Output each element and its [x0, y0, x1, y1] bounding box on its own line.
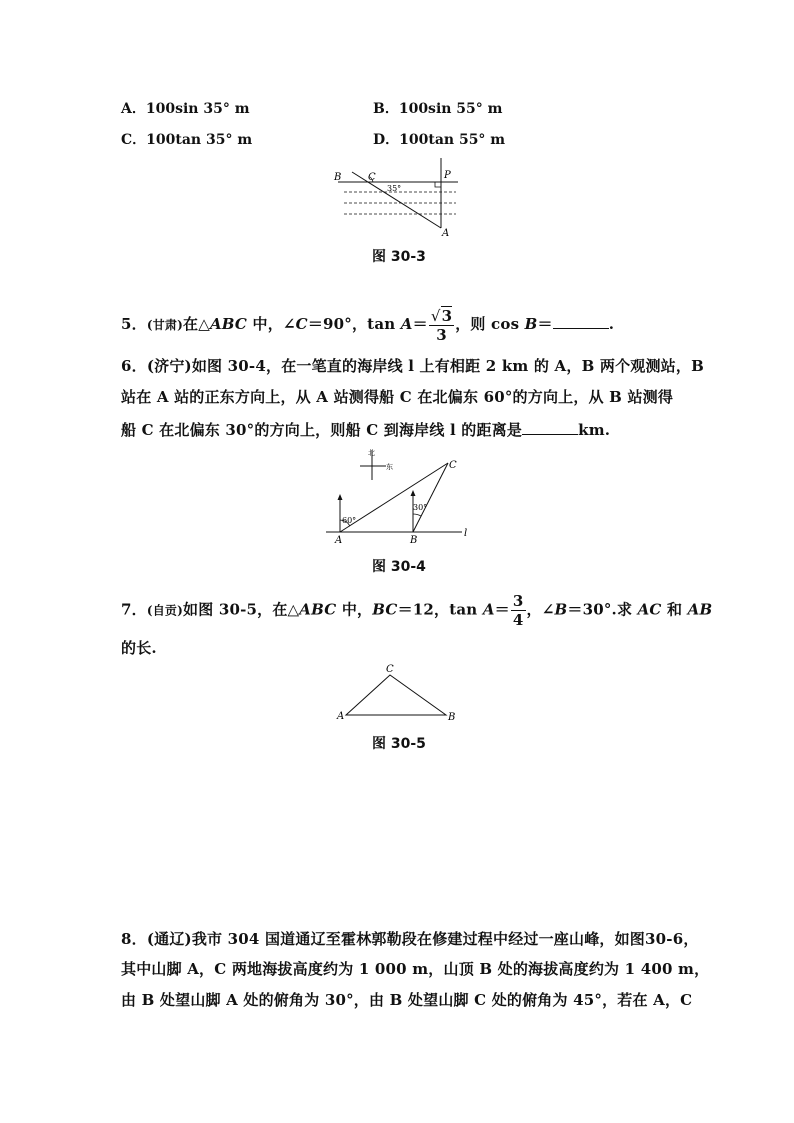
fig5-label-b: B	[448, 712, 456, 723]
figure-30-5	[334, 662, 464, 724]
q5-end: .	[608, 315, 615, 333]
q5-answer-blank[interactable]	[553, 316, 609, 329]
q7-text: 如图 30-5，在△	[183, 600, 300, 619]
q7-eq: ＝	[494, 600, 510, 619]
q7-text: ＝12，tan	[397, 600, 483, 619]
q7-frac-numerator: 3	[512, 592, 524, 610]
q5-var-c: C	[295, 315, 308, 333]
q8-line-1: 8．(通辽)我市 304 国道通辽至霍林郭勒段在修建过程中经过一座山峰，如图30-6，	[121, 930, 699, 948]
option-b: B．100sin 55° m	[373, 101, 503, 117]
q7-var-a: A	[482, 600, 495, 619]
fig4-arrowhead-b	[411, 490, 416, 496]
q5-number: 5．	[121, 315, 147, 333]
fig4-arrowhead-a	[338, 494, 343, 500]
fig4-label-c: C	[449, 460, 457, 471]
option-d: D．100tan 55° m	[373, 132, 506, 148]
q8-line-2: 其中山脚 A，C 两地海拔高度约为 1 000 m，山顶 B 处的海拔高度约为 1 400 m，	[121, 960, 710, 978]
fig3-label-c: C	[368, 172, 376, 183]
q5-text: ＝	[537, 315, 553, 333]
option-a: A．100sin 35° m	[121, 101, 250, 117]
fig4-angle-60: 60°	[342, 516, 357, 525]
fig4-label-a: A	[335, 535, 343, 546]
q5-var-a: A	[400, 315, 413, 333]
fig3-label-a: A	[442, 228, 450, 238]
fig4-label-l: l	[464, 528, 468, 539]
fig4-north-label: 北	[368, 449, 375, 457]
fig4-angle-30: 30°	[413, 503, 428, 512]
q5-text: 中，∠	[247, 315, 296, 333]
fig5-triangle	[346, 675, 446, 715]
fig4-caption: 图 30-4	[372, 559, 426, 575]
figure-30-4	[324, 446, 474, 546]
fig5-caption: 图 30-5	[372, 736, 426, 752]
fig3-label-p: P	[444, 170, 451, 181]
fig4-angle-arc-b	[413, 514, 421, 516]
q7-side-ac: AC	[637, 600, 662, 619]
fig5-label-a: A	[337, 711, 345, 722]
q5-fraction: $\frac{√3}{3}$	[430, 307, 453, 344]
q6-answer-blank[interactable]	[522, 422, 578, 435]
q6-line-3-text: 船 C 在北偏东 30°的方向上，则船 C 到海岸线 l 的距离是	[121, 421, 523, 439]
q7-line-1	[121, 592, 712, 629]
q5-var-b: B	[524, 315, 538, 333]
option-c: C．100tan 35° m	[121, 132, 253, 148]
fig4-east-label: 东	[386, 463, 393, 471]
fig3-ca-line	[352, 172, 441, 228]
q7-frac-denominator: 4	[512, 611, 524, 629]
fig3-right-angle	[435, 182, 441, 187]
q5-source: (甘肃)	[146, 318, 183, 332]
q6-line-3	[121, 419, 610, 440]
q5-text: 在△	[183, 315, 210, 333]
q5-triangle: ABC	[209, 315, 248, 333]
q7-text: ＝30°.求	[567, 600, 638, 619]
q7-number: 7．	[121, 600, 147, 619]
q6-line-1: 6．(济宁)如图 30-4，在一笔直的海岸线 l 上有相距 2 km 的 A，B 两个观测站，B	[121, 357, 704, 375]
q7-fraction	[511, 592, 526, 629]
fig4-label-b: B	[410, 535, 418, 546]
q7-text: 和	[661, 600, 688, 619]
q7-triangle: ABC	[299, 600, 337, 619]
q7-source: (自贡)	[146, 603, 183, 618]
fig3-label-b: B	[334, 172, 342, 183]
q5-frac-numerator: 3	[441, 307, 453, 325]
q5-text: ，则 cos	[455, 315, 525, 333]
fig4-ac-line	[340, 463, 448, 532]
question-5	[121, 306, 614, 344]
figure-30-3	[330, 156, 464, 238]
fig5-label-c: C	[386, 664, 394, 675]
q7-text: 中，	[336, 600, 373, 619]
q7-var-b: B	[554, 600, 568, 619]
q8-line-3: 由 B 处望山脚 A 处的俯角为 30°，由 B 处望山脚 C 处的俯角为 45°，若在 A，C	[121, 991, 693, 1009]
q6-unit: km.	[578, 421, 611, 439]
q5-text: ＝90°，tan	[307, 315, 401, 333]
q7-side-bc: BC	[372, 600, 398, 619]
fig4-bc-line	[413, 463, 448, 532]
fig3-caption: 图 30-3	[372, 249, 426, 265]
fig3-angle-label: 35°	[387, 184, 402, 193]
q5-frac-denominator: 3	[436, 326, 447, 344]
q6-line-2: 站在 A 站的正东方向上，从 A 站测得船 C 在北偏东 60°的方向上，从 B 站测得	[121, 388, 674, 406]
q5-eq: ＝	[412, 315, 428, 333]
q7-text: ，∠	[526, 600, 555, 619]
q7-line-2: 的长.	[121, 639, 157, 657]
q7-side-ab: AB	[687, 600, 713, 619]
